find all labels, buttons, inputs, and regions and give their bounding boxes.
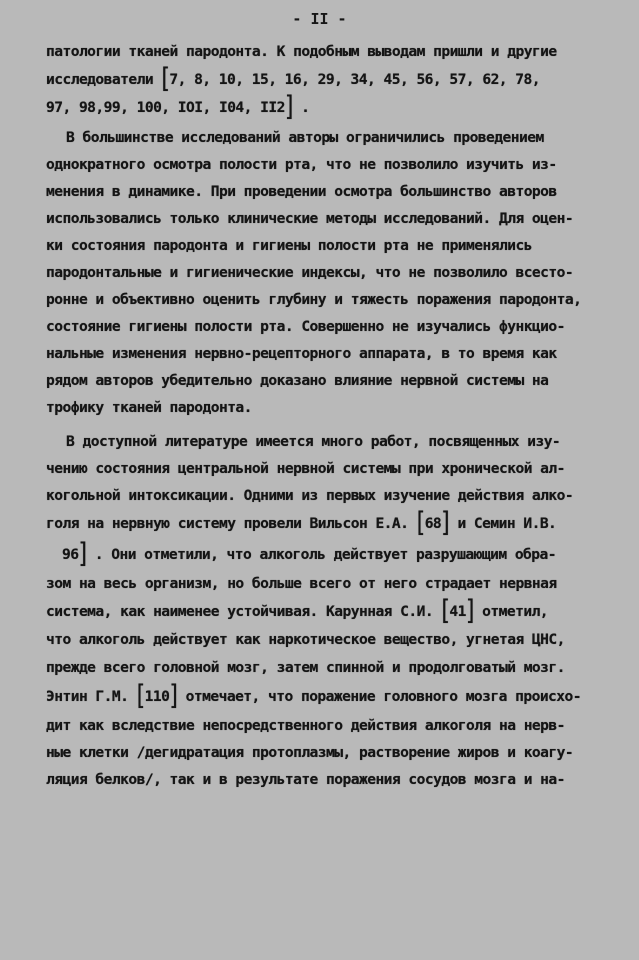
- page-number: - II -: [292, 10, 347, 28]
- text-line: исследователи [7, 8, 10, 15, 16, 29, 34, 45, 56, 57, 62, 78,: [46, 63, 540, 95]
- text-line: голя на нервную систему провели Вильсон Е.А. [68] и Семин И.В.: [46, 507, 557, 539]
- bracket-close: ]: [441, 507, 450, 539]
- text-line: В доступной литературе имеется много работ, посвященных изу-: [66, 433, 561, 450]
- text-line: состояние гигиены полости рта. Совершенно не изучались функцио-: [46, 318, 565, 335]
- text-line: система, как наименее устойчивая. Карунная С.И. [41] отметил,: [46, 595, 549, 627]
- text-line: когольной интоксикации. Одними из первых изучение действия алко-: [46, 487, 574, 504]
- bracket-close: ]: [284, 91, 293, 123]
- text-line: что алкоголь действует как наркотическое вещество, угнетая ЦНС,: [46, 631, 565, 648]
- bracket-close: ]: [169, 680, 178, 712]
- bracket-close: ]: [78, 538, 87, 570]
- bracket-open: [: [136, 680, 145, 712]
- text-line: рядом авторов убедительно доказано влияние нервной системы на: [46, 372, 549, 389]
- bracket-open: [: [416, 507, 425, 539]
- text-line: дит как вследствие непосредственного действия алкоголя на нерв-: [46, 717, 565, 734]
- text-line: ронне и объективно оценить глубину и тяжесть поражения пародонта,: [46, 291, 582, 308]
- text-line: нальные изменения нервно-рецепторного аппарата, в то время как: [46, 345, 557, 362]
- text-line: ляция белков/, так и в результате поражения сосудов мозга и на-: [46, 771, 565, 788]
- text-line: трофику тканей пародонта.: [46, 399, 252, 416]
- text-line: 97, 98,99, 100, IOI, I04, II2] .: [46, 91, 310, 123]
- text-line: прежде всего головной мозг, затем спинной и продолговатый мозг.: [46, 659, 565, 676]
- text-line: зом на весь организм, но больше всего от него страдает нервная: [46, 575, 557, 592]
- text-line: менения в динамике. При проведении осмотра большинство авторов: [46, 183, 557, 200]
- text-line: чению состояния центральной нервной системы при хронической ал-: [46, 460, 565, 477]
- text-line: В большинстве исследований авторы ограничились проведением: [66, 129, 544, 146]
- text-line: пародонтальные и гигиенические индексы, что не позволило всесто-: [46, 264, 574, 281]
- text-line: ки состояния пародонта и гигиены полости рта не применялись: [46, 237, 532, 254]
- text-line: ные клетки /дегидратация протоплазмы, растворение жиров и коагу-: [46, 744, 574, 761]
- text-line: использовались только клинические методы исследований. Для оцен-: [46, 210, 574, 227]
- text-line: патологии тканей пародонта. К подобным выводам пришли и другие: [46, 43, 557, 60]
- text-line: однократного осмотра полости рта, что не позволило изучить из-: [46, 156, 557, 173]
- bracket-open: [: [161, 63, 170, 95]
- text-line: 96] . Они отметили, что алкоголь действует разрушающим обра-: [62, 538, 556, 570]
- text-line: Энтин Г.М. [110] отмечает, что поражение головного мозга происхо-: [46, 680, 581, 712]
- bracket-close: ]: [465, 595, 474, 627]
- bracket-open: [: [441, 595, 450, 627]
